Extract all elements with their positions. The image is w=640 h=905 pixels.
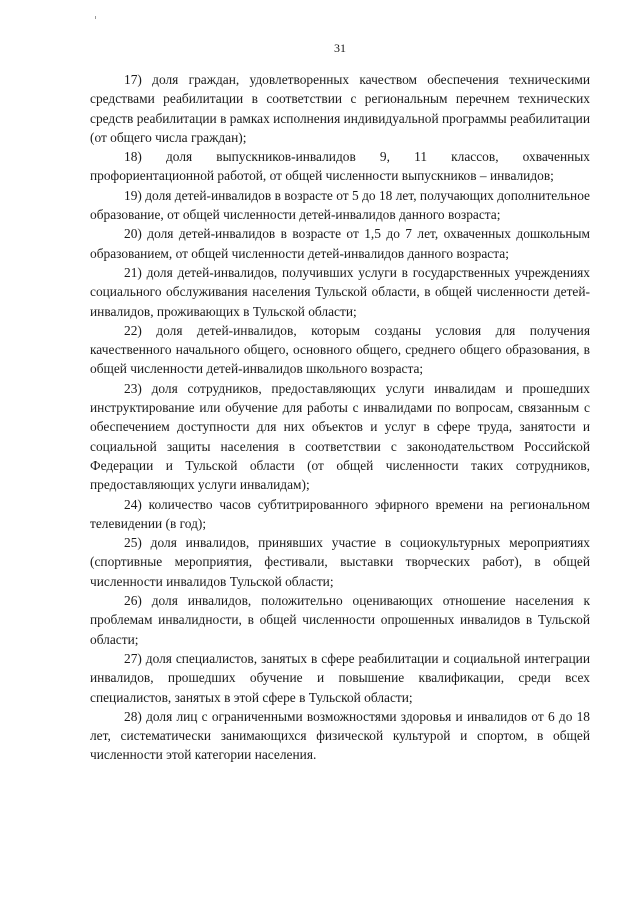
paragraph-21: 21) доля детей-инвалидов, получивших услуги в государственных учреждениях социального обслуживания населения Тульской области, в общей численности детей-инвалидов, проживающих в Тульской области; [90, 264, 590, 319]
paragraph-23: 23) доля сотрудников, предоставляющих услуги инвалидам и прошедших инструктирование или обучение для работы с инвалидами по вопросам, связанным с обеспечением доступности для них объектов и услуг в сфере труда, занятости и социальной защиты населения в соответствии с законодательством Российской Федерации и Тульской области (от общей численности таких сотрудников, предоставляющих услуги инвалидам); [90, 380, 590, 493]
paragraph-19: 19) доля детей-инвалидов в возрасте от 5 до 18 лет, получающих дополнительное образование, от общей численности детей-инвалидов данного возраста; [90, 187, 590, 223]
page-number: 31 [334, 41, 346, 55]
scan-mark [95, 16, 96, 19]
paragraph-22: 22) доля детей-инвалидов, которым созданы условия для получения качественного начального общего, основного общего, среднего общего образования, в общей численности детей-инвалидов школьного возраста; [90, 322, 590, 377]
paragraph-17: 17) доля граждан, удовлетворенных качеством обеспечения техническими средствами реабилитации в соответствии с региональным перечнем технических средств реабилитации в рамках исполнения индивидуальной программы реабилитации (от общего числа граждан); [90, 72, 590, 145]
document-body [90, 70, 590, 765]
paragraph-20: 20) доля детей-инвалидов в возрасте от 1,5 до 7 лет, охваченных дошкольным образованием, от общей численности детей-инвалидов данного возраста; [90, 226, 590, 261]
paragraph-28: 28) доля лиц с ограниченными возможностями здоровья и инвалидов от 6 до 18 лет, систематически занимающихся физической культурой и спортом, в общей численности этой категории населения. [90, 708, 590, 763]
paragraph-18: 18) доля выпускников-инвалидов 9, 11 классов, охваченных профориентационной работой, от общей численности выпускников – инвалидов; [90, 149, 590, 184]
paragraph-26: 26) доля инвалидов, положительно оценивающих отношение населения к проблемам инвалидности, в общей численности опрошенных инвалидов в Тульской области; [90, 593, 590, 647]
paragraph-25: 25) доля инвалидов, принявших участие в социокультурных мероприятиях (спортивные мероприятия, фестивали, выставки творческих работ), в общей численности инвалидов Тульской области; [90, 535, 590, 589]
paragraph-24: 24) количество часов субтитрированного эфирного времени на региональном телевидении (в год); [90, 496, 590, 531]
paragraph-27: 27) доля специалистов, занятых в сфере реабилитации и социальной интеграции инвалидов, прошедших обучение и повышение квалификации, среди всех специалистов, занятых в этой сфере в Тульской области; [90, 650, 590, 705]
